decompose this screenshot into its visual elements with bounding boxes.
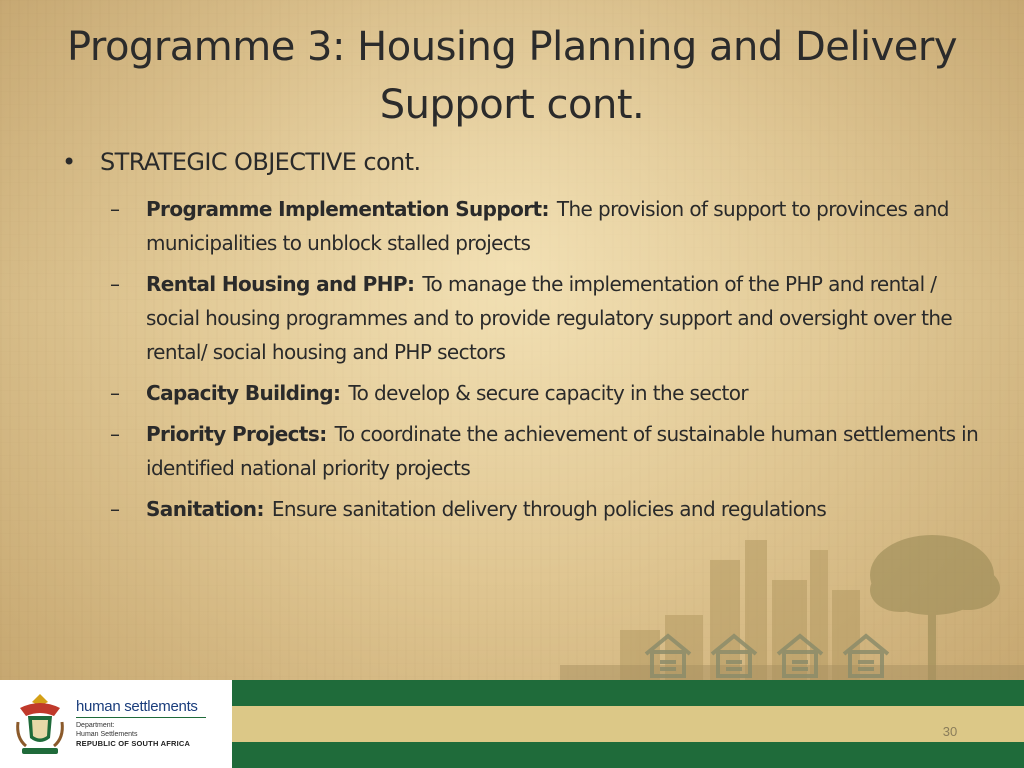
dash-marker: – <box>110 197 120 221</box>
footer-green-band <box>232 680 1024 706</box>
house-icons <box>640 630 900 680</box>
footer-gold-band <box>232 706 1024 742</box>
house-icon <box>712 636 756 676</box>
item-text: Ensure sanitation delivery through policies and regulations <box>271 497 827 521</box>
item-label: Rental Housing and PHP: <box>146 272 415 296</box>
page-number: 30 <box>942 724 958 739</box>
item-label: Capacity Building: <box>146 381 341 405</box>
dash-marker: – <box>110 381 120 405</box>
brand-name: human settlements <box>76 698 198 715</box>
list-item <box>110 192 980 260</box>
brand-divider <box>76 717 206 718</box>
bullet-marker: • <box>62 148 76 176</box>
item-text: To coordinate the achievement of sustainable human settlements in identified national priority projects <box>146 422 979 480</box>
dash-marker: – <box>110 497 120 521</box>
department-logo <box>0 680 232 768</box>
department-line: Human Settlements <box>76 731 138 738</box>
item-label: Sanitation: <box>146 497 264 521</box>
item-label: Programme Implementation Support: <box>146 197 549 221</box>
objective-text: STRATEGIC OBJECTIVE cont. <box>100 148 421 176</box>
item-text: The provision of support to provinces and municipalities to unblock stalled projects <box>146 197 949 255</box>
department-line: Department: <box>76 722 115 729</box>
item-text: To develop & secure capacity in the sector <box>348 381 748 405</box>
footer-green-band-bottom <box>232 742 1024 768</box>
list-item <box>110 376 980 410</box>
list-item <box>110 417 980 485</box>
dash-marker: – <box>110 272 120 296</box>
item-label: Priority Projects: <box>146 422 327 446</box>
house-icon <box>844 636 888 676</box>
house-icon <box>646 636 690 676</box>
item-text: To manage the implementation of the PHP and rental / social housing programmes and to provide regulatory support and oversight over the rental/ social housing and PHP sectors <box>146 272 953 364</box>
dash-marker: – <box>110 422 120 446</box>
house-icon <box>778 636 822 676</box>
slide-title: Programme 3: Housing Planning and Delivery Support cont. <box>66 24 958 128</box>
list-item <box>110 267 980 369</box>
coat-of-arms-icon <box>14 692 66 758</box>
department-line: REPUBLIC OF SOUTH AFRICA <box>76 739 191 748</box>
